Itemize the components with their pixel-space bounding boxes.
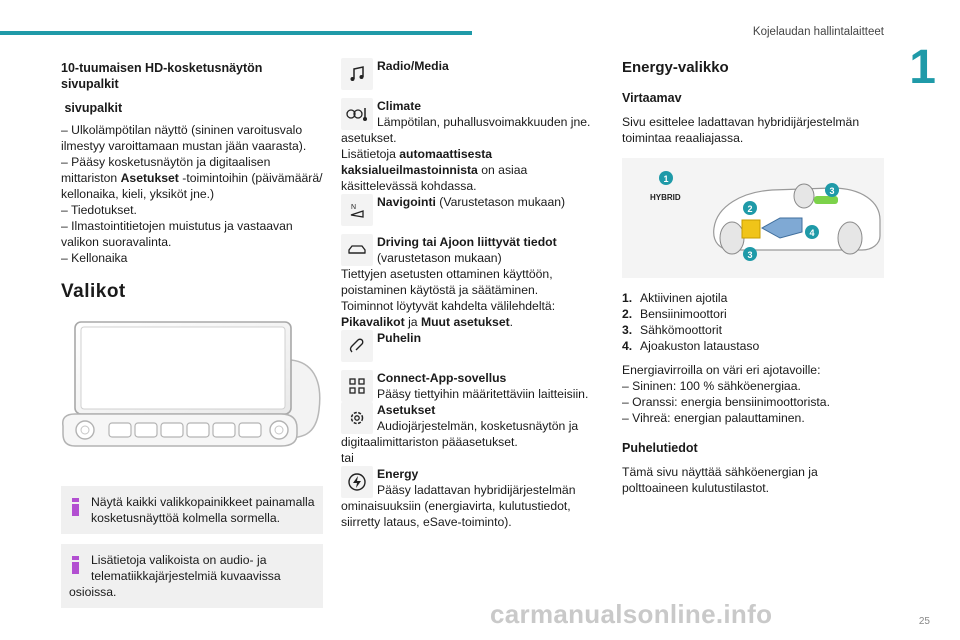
legend-item — [622, 338, 884, 354]
touchscreen-illustration — [61, 318, 323, 468]
text: ja — [404, 315, 421, 329]
menu-item-settings — [341, 402, 591, 466]
list-line: – Ulkolämpötilan näyttö (sininen varoitusvalo — [61, 123, 303, 137]
svg-text:4: 4 — [809, 228, 815, 238]
car-icon — [341, 234, 373, 266]
lightning-icon — [341, 466, 373, 498]
energy-menu-title: Energy-valikko — [622, 59, 729, 76]
menu-item-climate — [341, 98, 591, 194]
menu-title: Puhelin — [377, 331, 422, 345]
chapter-number: 1 — [909, 41, 936, 94]
text-line: Energiavirroilla on väri eri ajotavoille: — [622, 363, 821, 377]
menu-item-phone — [341, 330, 591, 362]
list-line: – Ilmastointitietojen muistutus ja vastaavan — [61, 219, 293, 233]
legend-text: Ajoakuston lataustaso — [640, 339, 760, 353]
menu-desc-cont — [341, 434, 591, 466]
page-header-title: Kojelaudan hallintalaitteet — [752, 26, 884, 38]
text: . — [509, 315, 514, 329]
list-text: mittariston — [61, 171, 121, 185]
info-icon — [69, 496, 83, 518]
legend-num: 3. — [622, 323, 633, 337]
diagram-legend — [622, 290, 884, 354]
text-line: – Sininen: 100 % sähköenergiaa. — [622, 379, 801, 393]
info-note — [61, 486, 323, 534]
list-line: ilmestyy varoittamaan mustan jään vaarasta). — [61, 139, 307, 153]
legend-item — [622, 322, 884, 338]
apps-grid-icon — [341, 370, 373, 402]
menu-item-radio — [341, 58, 591, 90]
svg-text:1: 1 — [663, 174, 669, 184]
info-icon — [69, 554, 83, 576]
text-line — [341, 162, 591, 178]
menu-desc: Audiojärjestelmän, kosketusnäytön ja — [377, 419, 579, 433]
list-line: – Kellonaika — [61, 251, 128, 265]
text-line: digitaalimittariston pääasetukset. — [341, 435, 518, 449]
svg-text:3: 3 — [747, 250, 753, 260]
hybrid-car-diagram — [622, 158, 884, 278]
hybrid-energy-illustration — [622, 158, 884, 278]
text-line — [341, 146, 591, 162]
menu-item-navigation — [341, 194, 591, 226]
column-middle — [341, 58, 591, 530]
menu-title: Energy — [377, 467, 419, 481]
menu-desc: Pääsy tiettyihin määritettäviin laitteisiin. — [377, 387, 589, 401]
list-line — [61, 170, 323, 186]
subheading: Puhelutiedot — [622, 441, 698, 455]
text-bold: kaksialueilmastoinnista — [341, 163, 478, 177]
touchscreen-device-icon — [61, 318, 323, 468]
list-line: valikon suoravalinta. — [61, 235, 172, 249]
menu-title: Navigointi — [377, 195, 436, 209]
text-line: – Oranssi: energia bensiinimoottorista. — [622, 395, 830, 409]
phone-icon — [341, 330, 373, 362]
text-bold: automaattisesta — [399, 147, 493, 161]
menu-desc: (Varustetason mukaan) — [435, 195, 566, 209]
list-bold: Asetukset — [120, 171, 179, 185]
menu-title: Asetukset — [377, 403, 436, 417]
list-line: – Tiedotukset. — [61, 203, 137, 217]
text-line: Toiminnot löytyvät kahdelta välilehdeltä: — [341, 299, 556, 313]
text-line: Tiettyjen asetusten ottaminen käyttöön, — [341, 267, 553, 281]
subheading — [61, 100, 323, 116]
text-line: Sivu esittelee ladattavan hybridijärjestelmän — [622, 115, 860, 129]
list-line: – Pääsy kosketusnäytön ja digitaalisen — [61, 155, 271, 169]
tab-name: Pikavalikot — [341, 315, 405, 329]
navigation-icon — [341, 194, 373, 226]
legend-text: Aktiivinen ajotila — [640, 291, 728, 305]
paragraph — [622, 464, 884, 496]
gear-icon — [341, 402, 373, 434]
info-note — [61, 544, 323, 608]
text-line: poistaminen käytöstä ja säätäminen. — [341, 283, 539, 297]
svg-text:N: N — [351, 204, 357, 211]
heading-line: 10-tuumaisen HD-kosketusnäytön — [61, 61, 263, 75]
tab-name: Muut asetukset — [420, 315, 510, 329]
text-line: siirretty lataus, eSave-toiminto). — [341, 515, 512, 529]
text-line: asetukset. — [341, 131, 397, 145]
menu-item-connect-app — [341, 370, 591, 402]
column-left — [61, 60, 323, 608]
legend-text: Bensiinimoottori — [640, 307, 727, 321]
note-line: osioissa. — [69, 585, 117, 599]
subheading: Virtaamav — [622, 91, 682, 105]
legend-item — [622, 306, 884, 322]
note-line: telematiikkajärjestelmiä kuvaavissa — [91, 569, 281, 583]
paragraph — [622, 114, 884, 146]
list-text: -toimintoihin (päivämäärä/ — [178, 171, 323, 185]
menu-desc-cont — [341, 130, 591, 194]
music-note-icon — [341, 58, 373, 90]
section-heading — [61, 60, 323, 92]
menu-item-energy — [341, 466, 591, 530]
watermark-text: carmanualsonline.info — [490, 599, 773, 629]
legend-num: 4. — [622, 339, 633, 353]
text: on asiaa — [477, 163, 528, 177]
note-line: Näytä kaikki valikkopainikkeet painamalla — [91, 495, 315, 509]
menu-desc: Pääsy ladattavan hybridijärjestelmän — [377, 483, 576, 497]
menu-title: Climate — [377, 99, 422, 113]
menu-desc-cont — [341, 266, 591, 330]
legend-item — [622, 290, 884, 306]
paragraph — [622, 362, 884, 426]
menu-desc-cont — [341, 498, 591, 530]
menu-desc: Lämpötilan, puhallusvoimakkuuden jne. — [377, 115, 591, 129]
legend-num: 1. — [622, 291, 633, 305]
hybrid-label: HYBRID — [650, 193, 681, 202]
column-right — [622, 58, 884, 496]
menu-desc: (varustetason mukaan) — [377, 251, 502, 265]
text-line: polttoaineen kulutustilastot. — [622, 481, 770, 495]
fan-climate-icon — [341, 98, 373, 130]
feature-list — [61, 122, 323, 266]
text-line: toimintaa reaaliajassa. — [622, 131, 744, 145]
text-line: käsittelevässä kohdassa. — [341, 179, 477, 193]
svg-text:2: 2 — [747, 204, 753, 214]
svg-text:3: 3 — [829, 186, 835, 196]
section-title-menus: Valikot — [61, 281, 126, 302]
header-accent-bar — [0, 31, 472, 35]
legend-num: 2. — [622, 307, 633, 321]
heading-line: sivupalkit — [61, 77, 119, 91]
text-line — [341, 314, 591, 330]
legend-text: Sähkömoottorit — [640, 323, 722, 337]
note-line: Lisätietoja valikoista on audio- ja — [91, 553, 267, 567]
text-line: – Vihreä: energian palauttaminen. — [622, 411, 805, 425]
menu-title: Driving tai Ajoon liittyvät tiedot — [377, 235, 557, 249]
text-line: Tämä sivu näyttää sähköenergian ja — [622, 465, 818, 479]
page-number: 25 — [918, 616, 930, 627]
text-line: tai — [341, 451, 354, 465]
menu-item-driving — [341, 234, 591, 330]
menu-title: Radio/Media — [377, 59, 449, 73]
text-line: ominaisuuksiin (energiavirta, kulutustiedot, — [341, 499, 571, 513]
menu-title: Connect-App-sovellus — [377, 371, 507, 385]
subheading-text: sivupalkit — [64, 101, 123, 115]
list-line: kellonaika, kieli, yksiköt jne.) — [61, 187, 215, 201]
text: Lisätietoja — [341, 147, 400, 161]
note-line: kosketusnäyttöä kolmella sormella. — [91, 511, 280, 525]
